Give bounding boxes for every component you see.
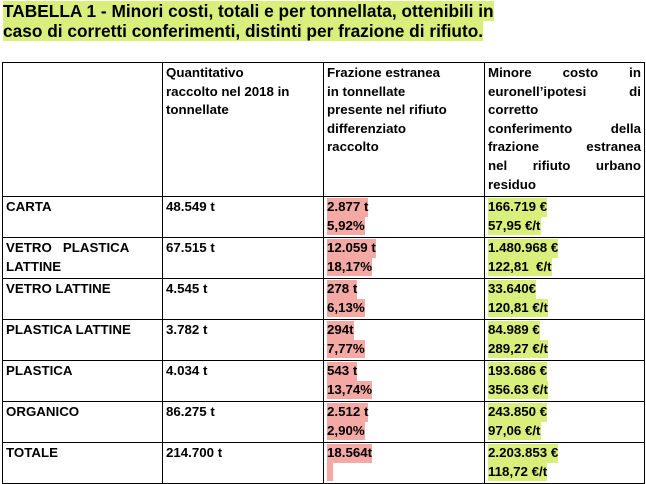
table-title-line-2: caso di corretti conferimenti, distinti per frazione di rifiuto. [3, 20, 484, 41]
row-category: CARTA [3, 197, 163, 238]
foreign-tonnes: 18.564t [327, 444, 372, 463]
table-row [3, 402, 645, 443]
foreign-percent: 18,17% [327, 258, 372, 277]
row-quantity: 4.034 t [163, 361, 324, 402]
cost-total: 2.203.853 € [488, 444, 558, 463]
foreign-percent: 13,74% [327, 381, 372, 400]
cost-total: 166.719 € [488, 198, 547, 217]
row-foreign-fraction [324, 361, 485, 402]
cost-per-tonne: 356.63 €/t [488, 381, 548, 400]
header-quantity-line: tonnellate [166, 102, 229, 118]
header-cell-category [3, 63, 163, 197]
cost-per-tonne: 57,95 €/t [488, 217, 541, 236]
foreign-tonnes: 12.059 t [327, 239, 376, 258]
row-lower-cost [485, 402, 645, 443]
row-category: PLASTICA [3, 361, 163, 402]
row-lower-cost [485, 238, 645, 279]
foreign-percent: 2,90% [327, 422, 365, 441]
header-foreign-line: presente nel rifiuto [327, 102, 447, 118]
row-category: TOTALE [3, 443, 163, 484]
row-quantity: 4.545 t [163, 279, 324, 320]
foreign-percent: 6,13% [327, 299, 365, 318]
foreign-percent: 5,92% [327, 217, 365, 236]
row-lower-cost [485, 443, 645, 484]
cost-total: 84.989 € [488, 321, 540, 340]
foreign-tonnes: 2.512 t [327, 403, 368, 422]
header-foreign-line: differenziato [327, 120, 407, 136]
header-cost-line: euronell’ipotesi di [488, 83, 641, 99]
cost-per-tonne: 122,81 €/t [488, 258, 552, 277]
header-cost-line: Minore costo in [488, 65, 641, 80]
waste-cost-table [2, 62, 645, 484]
header-cost-line: residuo [488, 176, 537, 192]
row-foreign-fraction [324, 197, 485, 238]
foreign-percent [327, 463, 333, 481]
row-quantity: 3.782 t [163, 320, 324, 361]
row-lower-cost [485, 279, 645, 320]
row-foreign-fraction [324, 238, 485, 279]
table-row [3, 320, 645, 361]
cost-per-tonne: 120,81 €/t [488, 299, 548, 318]
foreign-tonnes: 294t [327, 321, 354, 340]
cost-total: 193.686 € [488, 362, 547, 381]
row-foreign-fraction [324, 402, 485, 443]
row-lower-cost [485, 361, 645, 402]
table-row [3, 279, 645, 320]
row-category-line: LATTINE [6, 258, 62, 274]
row-lower-cost [485, 320, 645, 361]
table-row [3, 197, 645, 238]
table-row-total [3, 443, 645, 484]
row-quantity: 214.700 t [163, 443, 324, 484]
cost-total: 33.640€ [488, 280, 536, 299]
row-foreign-fraction [324, 320, 485, 361]
foreign-percent: 7,77% [327, 340, 365, 359]
row-category: VETRO LATTINE [3, 279, 163, 320]
header-cost-line: nel rifiuto urbano [488, 157, 641, 173]
cost-total: 1.480.968 € [488, 239, 558, 258]
header-foreign-line: in tonnellate [327, 83, 406, 99]
table-title-line-1: TABELLA 1 - Minori costi, totali e per tonnellata, ottenibili in [3, 1, 494, 21]
table-row [3, 238, 645, 279]
header-quantity-line: raccolto nel 2018 in [166, 83, 290, 99]
foreign-tonnes: 2.877 t [327, 198, 368, 217]
cost-total: 243.850 € [488, 403, 547, 422]
row-category: PLASTICA LATTINE [3, 320, 163, 361]
cost-per-tonne: 289,27 €/t [488, 340, 548, 359]
header-cell-foreign-fraction [324, 63, 485, 197]
cost-per-tonne: 118,72 €/t [488, 463, 547, 482]
header-cost-line: frazione estranea [488, 139, 641, 155]
header-foreign-line: Frazione estranea [327, 65, 441, 80]
foreign-tonnes: 543 t [327, 362, 357, 381]
row-lower-cost [485, 197, 645, 238]
header-cost-line: corretto [488, 102, 539, 118]
header-cell-lower-cost [485, 63, 645, 197]
row-category [3, 238, 163, 279]
header-foreign-line: raccolto [327, 139, 379, 155]
foreign-tonnes: 278 t [327, 280, 357, 299]
row-foreign-fraction [324, 443, 485, 484]
row-category-line: VETRO PLASTICA [6, 240, 130, 255]
cost-per-tonne: 97,06 €/t [488, 422, 541, 441]
table-row [3, 361, 645, 402]
row-category: ORGANICO [3, 402, 163, 443]
row-quantity: 48.549 t [163, 197, 324, 238]
header-quantity-line: Quantitativo [166, 65, 244, 80]
header-cell-quantity [163, 63, 324, 197]
row-foreign-fraction [324, 279, 485, 320]
row-quantity: 67.515 t [163, 238, 324, 279]
header-row [3, 63, 645, 197]
header-cost-line: conferimento della [488, 120, 641, 136]
row-quantity: 86.275 t [163, 402, 324, 443]
table-title [3, 2, 643, 41]
